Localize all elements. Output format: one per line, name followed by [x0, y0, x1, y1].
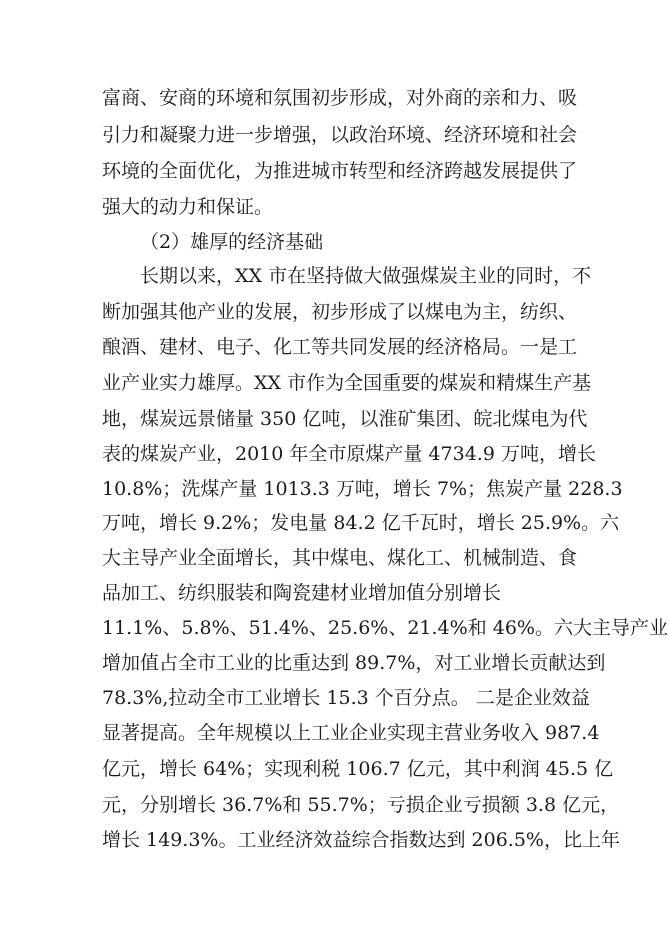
paragraph-line: 万吨，增长 9.2%；发电量 84.2 亿千瓦时，增长 25.9%。六	[102, 512, 620, 534]
paragraph-line: 增加值占全市工业的比重达到 89.7%，对工业增长贡献达到	[102, 652, 606, 674]
paragraph-line: 显著提高。全年规模以上工业企业实现主营业务收入 987.4	[102, 722, 600, 744]
paragraph-line: 亿元，增长 64%；实现利税 106.7 亿元，其中利润 45.5 亿	[102, 758, 614, 780]
paragraph-line: 长期以来，XX 市在坚持做大做强煤炭主业的同时，不	[140, 265, 592, 287]
paragraph-line: 引力和凝聚力进一步增强，以政治环境、经济环境和社会	[102, 124, 578, 146]
paragraph-line: 10.8%；洗煤产量 1013.3 万吨，增长 7%；焦炭产量 228.3	[102, 478, 623, 500]
section-heading: （2）雄厚的经济基础	[140, 231, 324, 253]
paragraph-line: 大主导产业全面增长，其中煤电、煤化工、机械制造、食	[102, 547, 578, 569]
paragraph-line: 品加工、纺织服装和陶瓷建材业增加值分别增长	[102, 582, 502, 604]
paragraph-line: 富商、安商的环境和氛围初步形成，对外商的亲和力、吸	[102, 87, 578, 109]
paragraph-line: 78.3%,拉动全市工业增长 15.3 个百分点。 二是企业效益	[102, 687, 590, 709]
paragraph-line: 强大的动力和保证。	[102, 196, 274, 218]
paragraph-line: 元，分别增长 36.7%和 55.7%；亏损企业亏损额 3.8 亿元，	[102, 794, 620, 816]
paragraph-line: 增长 149.3%。工业经济效益综合指数达到 206.5%，比上年	[102, 829, 620, 851]
paragraph-line: 11.1%、5.8%、51.4%、25.6%、21.4%和 46%。六大主导产业	[102, 617, 668, 639]
paragraph-line: 环境的全面优化，为推进城市转型和经济跨越发展提供了	[102, 160, 578, 182]
paragraph-line: 酿酒、建材、电子、化工等共同发展的经济格局。一是工	[102, 336, 578, 358]
paragraph-line: 断加强其他产业的发展，初步形成了以煤电为主，纺织、	[102, 301, 578, 323]
paragraph-line: 表的煤炭产业，2010 年全市原煤产量 4734.9 万吨，增长	[102, 443, 596, 465]
paragraph-line: 地，煤炭远景储量 350 亿吨，以淮矿集团、皖北煤电为代	[102, 408, 588, 430]
paragraph-line: 业产业实力雄厚。XX 市作为全国重要的煤炭和精煤生产基	[102, 372, 592, 394]
